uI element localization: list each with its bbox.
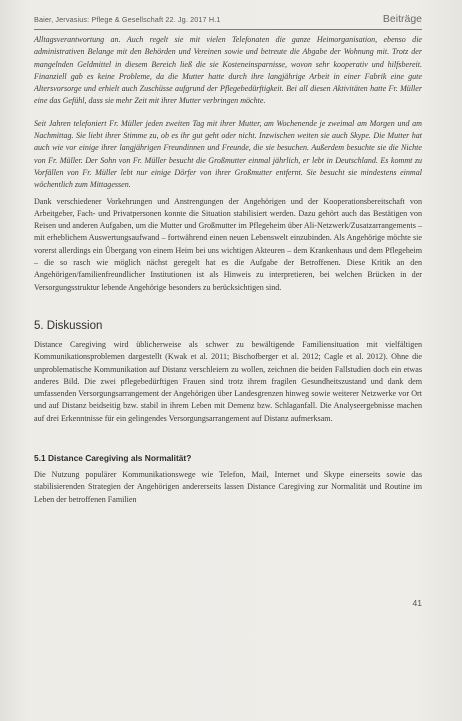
subsection-paragraph: Die Nutzung populärer Kommunikationswege wie Telefon, Mail, Internet und Skype einerseits sowie das stabilisierenden Strategien der Angehörigen andererseits lassen Distance Caregiving zur Normalität und Routine im Leben der betroffenen Familien [34,470,422,504]
case-study-excerpt [34,34,422,192]
body-text [34,196,422,294]
italic-paragraph: Seit Jahren telefoniert Fr. Müller jeden zweiten Tag mit ihrer Mutter, am Wochenende je zweimal am Morgen und am Nachmittag. Sie liebt ihrer Stimme zu, ob es ihr gut geht oder nicht. Inzwischen weiten sie auch Skype. Die Mutter hat auch wie vor einige ihrer langjährigen Freundinnen und Freunde, die sie besuchen. Außerdem besuchte sie die Nichte von Fr. Müller. Der Sohn von Fr. Müller besucht die Großmutter einmal jährlich, er lebt in Deutschland. Es kommt zu Vorfällen von Fr. Müller lebt nur einige Dörfer von ihrer Großmutter entfernt. Sie besucht sie mindestens einmal wöchentlich zum Mittagessen. [34,118,422,190]
section-paragraph: Distance Caregiving wird üblicherweise als schwer zu bewältigende Familiensituation mit vielfältigen Kommunikationsproblemen dargestellt (Kwak et al. 2011; Bischofberger et al. 2012; Cagle et al. 2012). Ohne die unproblematische Kommunikation auf Distanz verschleiern zu wollen, zeichnen die beiden Fallstudien doch ein etwas anderes Bild. Die zwei pflegebedürftigen Frauen sind trotz ihrem fragilen Gesundheitszustand und dank dem umfassenden Versorgungsarrangement der Angehörigen über Landesgrenzen hinweg sowie weiterer Netzwerke vor Ort und auf Distanz beidseitig bzw. stabil in ihrem Leben mit Demenz bzw. Schlaganfall. Die Analyseergebnisse machen auf drei Erkenntnisse für ein gelingendes Versorgungsarrangement auf Distanz aufmerksam. [34,339,422,423]
section-text [34,339,422,425]
journal-citation: Baier, Jervasius: Pflege & Gesellschaft 22. Jg. 2017 H.1 [34,15,221,24]
section-label: Beiträge [382,13,422,25]
subsection-heading: 5.1 Distance Caregiving als Normalität? [34,453,192,464]
running-header [34,13,422,30]
page-body [34,34,422,506]
subsection-text [34,469,422,506]
page-number: 41 [412,598,422,608]
italic-paragraph: Alltagsverantwortung an. Auch regelt sie mit vielen Telefonaten die ganze Heimorganisation, ebenso die administrativen Belange mit den Behörden und Vereinen sowie und betreute die Abgabe der Wohnung mit. Trotz der mangelnden Geldmittel in diesem Bereich ließ die sie Kosteneinsparnisse, wovon sehr kooperativ und hilfsbereit. Finanziell gab es keine Probleme, da die Mutter hatte durch ihre langjährige Arbeit in einer Fabrik eine gute Altersvorsorge und erhielt auch Zuschüsse aufgrund der Pflegebedürftigkeit. Bei all diesen Aktivitäten hatte Fr. Müller eine das Gefühl, dass sie mehr Zeit mit ihrer Mutter verbringen möchte. [34,35,422,106]
body-paragraph: Dank verschiedener Vorkehrungen und Anstrengungen der Angehörigen und der Kooperationsbereitschaft von Arbeitgeber, Fach- und Privatpersonen konnte die Situation stabilisiert werden. Dazu gehört auch das Bestätigen von Reisen und anderen Aufgaben, um die Mutter und Großmutter im Pflegeheim über Ali-Netzwerk/Zusatzarrangements – mit erheblichem Auswertungsaufwand – fortwährend einen neuen Lebenswelt einzubinden. Als Angehörige möchte sie vorerst allerdings ein Übergang von einem Heim bei uns wichtigen Akteuren – dem Krankenhaus und dem Pflegeheim – die so rasch wie möglich nächst geregelt hat es die Aufgabe der Betroffenen. Diese Kritik an den Angehörigen/familienfreundlicher Institutionen ist als Hinweis zu interpretieren, bei welchen Brücken in der Versorgungsstruktur lebende Angehörige besonders zu berücksichtigen sind. [34,196,422,292]
section-heading: 5. Diskussion [34,319,103,332]
